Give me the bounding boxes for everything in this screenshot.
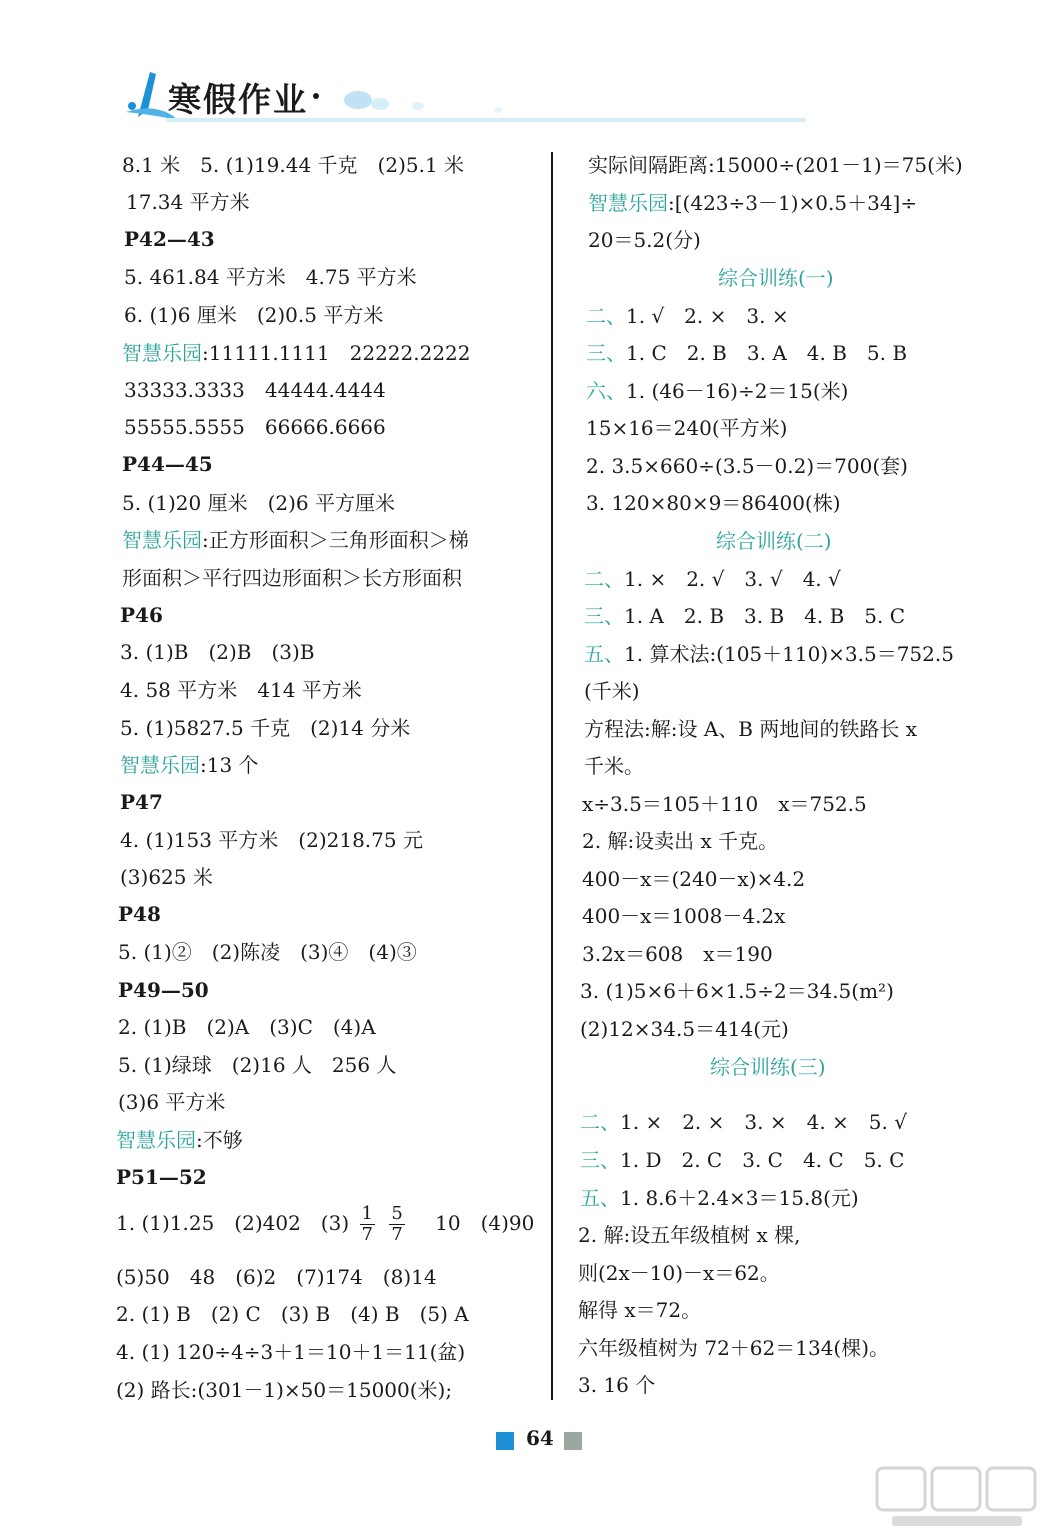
left-line-9: 5. (1)20 厘米 (2)6 平方厘米 [122, 491, 395, 515]
line-text: :11111.1111 22222.2222 [202, 341, 471, 365]
label-prefix: 五、 [580, 1186, 620, 1210]
left-line-28: (5)50 48 (6)2 (7)174 (8)14 [116, 1265, 437, 1289]
left-line-8: P44—45 [122, 452, 213, 476]
label-prefix: 五、 [584, 642, 624, 666]
right-line-18: 2. 解:设卖出 x 千克。 [582, 829, 779, 853]
left-line-0: 8.1 米 5. (1)19.44 千克 (2)5.1 米 [122, 153, 465, 177]
label-prefix: 智慧乐园 [588, 191, 668, 215]
fraction-line-after: 10 (4)90 [415, 1211, 535, 1235]
right-line-1 [588, 188, 917, 218]
line-text: 1. × 2. × 3. × 4. × 5. √ [620, 1110, 907, 1134]
column-divider [551, 152, 553, 1400]
page-number: 64 [526, 1426, 554, 1450]
line-text: :不够 [196, 1128, 243, 1152]
line-text: 1. 算术法:(105＋110)×3.5＝752.5 [624, 642, 954, 666]
label-prefix: 二、 [584, 567, 624, 591]
left-line-12: P46 [120, 603, 163, 627]
right-line-11 [584, 564, 841, 594]
right-line-6 [586, 376, 848, 406]
right-line-2: 20＝5.2(分) [588, 228, 701, 252]
right-line-23: (2)12×34.5＝414(元) [580, 1017, 789, 1041]
left-line-21: 5. (1)② (2)陈凌 (3)④ (4)③ [118, 940, 417, 964]
left-line-19: (3)625 米 [120, 865, 213, 889]
left-line-7: 55555.5555 66666.6666 [124, 415, 386, 439]
left-line-29: 2. (1) B (2) C (3) B (4) B (5) A [116, 1302, 469, 1326]
watermark-logo [872, 1460, 1042, 1530]
right-line-17: x÷3.5＝105＋110 x＝752.5 [582, 792, 867, 816]
page-header [118, 62, 838, 132]
line-text: 1. D 2. C 3. C 4. C 5. C [620, 1148, 905, 1172]
left-line-13: 3. (1)B (2)B (3)B [120, 640, 315, 664]
left-line-20: P48 [118, 902, 161, 926]
label-prefix: 三、 [584, 604, 624, 628]
left-line-16 [120, 750, 259, 780]
fraction-line [116, 1204, 534, 1245]
right-line-21: 3.2x＝608 x＝190 [582, 942, 773, 966]
right-line-13 [584, 639, 954, 669]
left-line-11: 形面积＞平行四边形面积＞长方形面积 [122, 566, 462, 590]
blue-square-icon [496, 1432, 514, 1450]
line-text: 1. (46－16)÷2＝15(米) [626, 379, 849, 403]
left-line-18: 4. (1)153 平方米 (2)218.75 元 [120, 828, 423, 852]
line-text: 1. × 2. √ 3. √ 4. √ [624, 567, 841, 591]
right-line-24: 综合训练(三) [710, 1055, 826, 1079]
right-line-10: 综合训练(二) [716, 529, 832, 553]
right-line-4 [586, 301, 789, 331]
label-prefix: 二、 [580, 1110, 620, 1134]
left-line-5 [122, 338, 471, 368]
right-line-20: 400－x＝1008－4.2x [582, 904, 786, 928]
left-line-1: 17.34 平方米 [126, 190, 250, 214]
right-line-15: 方程法:解:设 A、B 两地间的铁路长 x [584, 717, 917, 741]
line-text: 1. A 2. B 3. B 4. B 5. C [624, 604, 906, 628]
left-line-25: (3)6 平方米 [118, 1090, 226, 1114]
line-text: :正方形面积＞三角形面积＞梯 [202, 528, 469, 552]
label-prefix: 六、 [586, 379, 626, 403]
right-line-31: 六年级植树为 72＋62＝134(棵)。 [578, 1336, 890, 1360]
left-line-26 [116, 1125, 243, 1155]
left-line-6: 33333.3333 44444.4444 [124, 378, 386, 402]
right-line-28: 2. 解:设五年级植树 x 棵, [578, 1223, 801, 1247]
label-prefix: 二、 [586, 304, 626, 328]
left-line-24: 5. (1)绿球 (2)16 人 256 人 [118, 1053, 397, 1077]
left-line-15: 5. (1)5827.5 千克 (2)14 分米 [120, 716, 411, 740]
right-line-5 [586, 338, 907, 368]
right-line-8: 2. 3.5×660÷(3.5－0.2)＝700(套) [586, 454, 908, 478]
left-line-2: P42—43 [124, 227, 215, 251]
fraction-5-7: $\frac{5}{7}$ [391, 1203, 403, 1245]
left-line-3: 5. 461.84 平方米 4.75 平方米 [124, 265, 417, 289]
left-line-4: 6. (1)6 厘米 (2)0.5 平方米 [124, 303, 384, 327]
left-line-31: (2) 路长:(301－1)×50＝15000(米); [116, 1378, 453, 1402]
fraction-1-7: $\frac{1}{7}$ [361, 1203, 373, 1245]
left-line-27: P51—52 [116, 1165, 207, 1189]
right-line-27 [580, 1183, 859, 1213]
right-line-12 [584, 601, 905, 631]
line-text: :[(423÷3－1)×0.5＋34]÷ [668, 191, 918, 215]
line-text: 1. √ 2. × 3. × [626, 304, 789, 328]
right-line-9: 3. 120×80×9＝86400(株) [586, 491, 841, 515]
right-line-7: 15×16＝240(平方米) [586, 416, 788, 440]
right-line-19: 400－x＝(240－x)×4.2 [582, 867, 806, 891]
right-line-3: 综合训练(一) [718, 266, 834, 290]
label-prefix: 智慧乐园 [116, 1128, 196, 1152]
right-line-30: 解得 x＝72。 [578, 1298, 702, 1322]
left-line-14: 4. 58 平方米 414 平方米 [120, 678, 362, 702]
right-line-32: 3. 16 个 [578, 1373, 656, 1397]
grey-square-icon [564, 1432, 582, 1450]
right-line-0: 实际间隔距离:15000÷(201－1)＝75(米) [588, 153, 963, 177]
left-line-23: 2. (1)B (2)A (3)C (4)A [118, 1015, 376, 1039]
right-line-14: (千米) [584, 679, 640, 703]
page-footer [496, 1428, 616, 1458]
label-prefix: 智慧乐园 [122, 528, 202, 552]
header-title: 寒假作业 [168, 80, 308, 119]
right-line-22: 3. (1)5×6＋6×1.5÷2＝34.5(m²) [580, 979, 894, 1003]
left-line-30: 4. (1) 120÷4÷3＋1＝10＋1＝11(盆) [116, 1340, 466, 1364]
right-line-16: 千米。 [584, 754, 644, 778]
fraction-line-before: 1. (1)1.25 (2)402 (3) [116, 1211, 350, 1235]
label-prefix: 智慧乐园 [120, 753, 200, 777]
right-line-26 [580, 1145, 904, 1175]
label-prefix: 三、 [586, 341, 626, 365]
line-text: 1. C 2. B 3. A 4. B 5. B [626, 341, 908, 365]
right-line-25 [580, 1107, 907, 1137]
line-text: :13 个 [200, 753, 259, 777]
right-line-29: 则(2x－10)－x＝62。 [578, 1261, 780, 1285]
line-text: 1. 8.6＋2.4×3＝15.8(元) [620, 1186, 859, 1210]
left-line-17: P47 [120, 790, 163, 814]
label-prefix: 智慧乐园 [122, 341, 202, 365]
left-line-10 [122, 525, 469, 555]
label-prefix: 三、 [580, 1148, 620, 1172]
left-line-22: P49—50 [118, 978, 209, 1002]
